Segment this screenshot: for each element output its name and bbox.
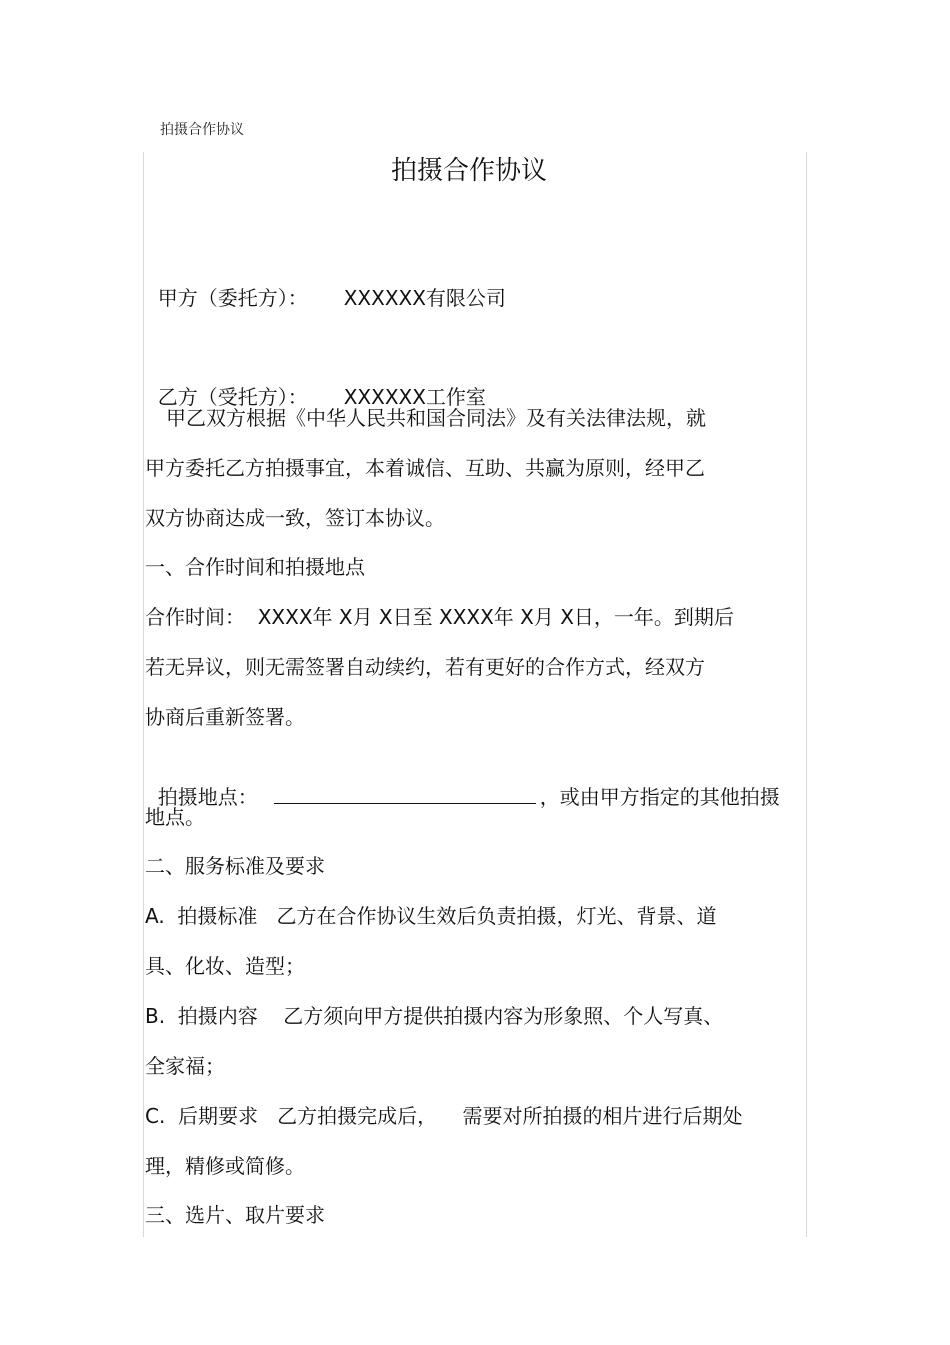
section1-time-line-3: 协商后重新签署。 xyxy=(145,705,305,729)
location-suffix: ，或由甲方指定的其他拍摄 xyxy=(539,785,780,809)
party-a-value: XXXXXX有限公司 xyxy=(343,286,506,310)
location-blank xyxy=(274,785,536,804)
running-header: 拍摄合作协议 xyxy=(160,122,244,138)
section1-heading: 一、合作时间和拍摄地点 xyxy=(145,555,365,579)
page-frame-right xyxy=(806,152,807,1237)
section2-line-b1: B. 拍摄内容 乙方须向甲方提供拍摄内容为形象照、个人写真、 xyxy=(145,1004,724,1028)
section3-heading: 三、选片、取片要求 xyxy=(145,1203,325,1227)
intro-line-3: 双方协商达成一致，签订本协议。 xyxy=(145,506,445,530)
section1-time-line-2: 若无异议，则无需签署自动续约，若有更好的合作方式，经双方 xyxy=(145,655,705,679)
location-label: 拍摄地点： xyxy=(157,785,258,809)
section2-heading: 二、服务标准及要求 xyxy=(145,854,325,878)
party-a-line xyxy=(145,253,506,313)
section2-line-a1: A. 拍摄标准 乙方在合作协议生效后负责拍摄，灯光、背景、道 xyxy=(145,904,717,928)
section2-line-b2: 全家福； xyxy=(145,1054,225,1078)
page-frame-left xyxy=(143,152,144,1237)
section1-time-line-1: 合作时间： XXXX年 X月 X日至 XXXX年 X月 X日，一年。到期后 xyxy=(145,605,734,629)
location-cont: 地点。 xyxy=(145,805,205,829)
party-b-label: 乙方（受托方）： xyxy=(157,385,308,409)
section2-line-a2: 具、化妆、造型； xyxy=(145,954,305,978)
party-b-value: XXXXXX工作室 xyxy=(343,385,486,409)
intro-line-2: 甲方委托乙方拍摄事宜，本着诚信、互助、共赢为原则，经甲乙 xyxy=(145,456,705,480)
section2-line-c2: 理，精修或简修。 xyxy=(145,1154,305,1178)
location-line xyxy=(145,752,780,812)
intro-line-1: 甲乙双方根据《中华人民共和国合同法》及有关法律法规，就 xyxy=(166,406,706,430)
section2-line-c1: C. 后期要求 乙方拍摄完成后， 需要对所拍摄的相片进行后期处 xyxy=(145,1104,743,1128)
document-title: 拍摄合作协议 xyxy=(390,156,547,186)
party-a-label: 甲方（委托方）： xyxy=(157,286,308,310)
